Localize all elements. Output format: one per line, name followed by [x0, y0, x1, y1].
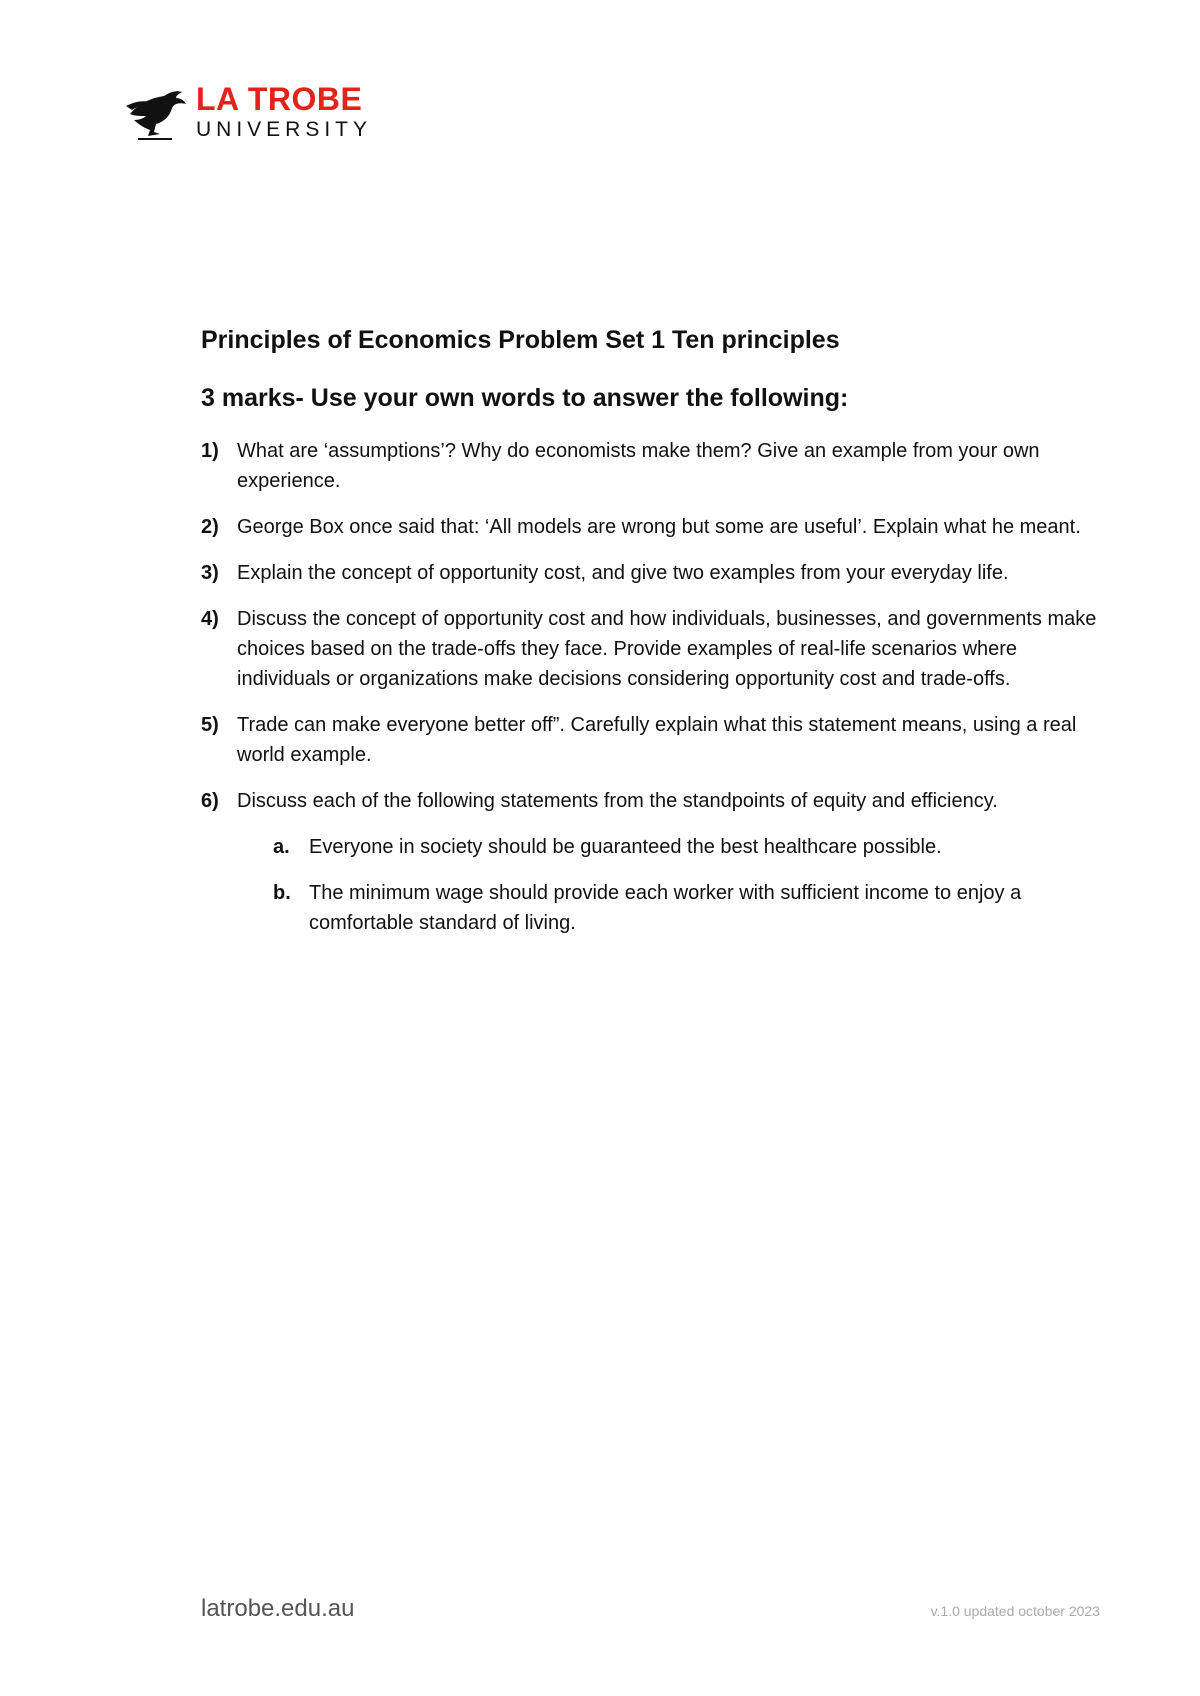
question-item-3 [201, 558, 1101, 588]
sub-question-item-b [273, 878, 1101, 938]
question-item-1 [201, 436, 1101, 496]
question-text: Discuss the concept of opportunity cost and how individuals, businesses, and governments make choices based on the trade-offs they face. Provide examples of real-life scenarios where individuals or organizations make decisions considering opportunity cost and trade-offs. [237, 608, 1097, 690]
sub-question-list [273, 832, 1101, 938]
question-number: 1) [201, 440, 219, 462]
logo-wordmark-line2: UNIVERSITY [196, 118, 373, 141]
question-text: What are ‘assumptions’? Why do economists make them? Give an example from your own experience. [237, 440, 1040, 492]
question-number: 4) [201, 608, 219, 630]
footer-version-note: v.1.0 updated october 2023 [930, 1603, 1100, 1619]
sub-question-letter: a. [273, 836, 290, 858]
question-number: 6) [201, 790, 219, 812]
question-item-5 [201, 710, 1101, 770]
question-item-4 [201, 604, 1101, 694]
eagle-emblem-icon [124, 84, 188, 144]
logo-wordmark-line1: LA TROBE [196, 81, 363, 117]
sub-question-letter: b. [273, 882, 291, 904]
question-list [201, 436, 1101, 954]
question-number: 3) [201, 562, 219, 584]
footer-website-link[interactable]: latrobe.edu.au [201, 1595, 355, 1622]
sub-question-text: The minimum wage should provide each worker with sufficient income to enjoy a comfortable standard of living. [309, 882, 1022, 934]
university-logo [124, 78, 394, 148]
question-number: 2) [201, 516, 219, 538]
document-subtitle: 3 marks- Use your own words to answer the following: [201, 384, 849, 412]
sub-question-text: Everyone in society should be guaranteed the best healthcare possible. [309, 836, 942, 858]
question-number: 5) [201, 714, 219, 736]
question-text: Explain the concept of opportunity cost, and give two examples from your everyday life. [237, 562, 1009, 584]
document-title: Principles of Economics Problem Set 1 Ten principles [201, 326, 840, 354]
sub-question-item-a [273, 832, 1101, 862]
question-text: Trade can make everyone better off”. Carefully explain what this statement means, using a real world example. [237, 714, 1077, 766]
question-item-2 [201, 512, 1101, 542]
question-text: George Box once said that: ‘All models are wrong but some are useful’. Explain what he meant. [237, 516, 1081, 538]
question-item-6 [201, 786, 1101, 938]
question-text: Discuss each of the following statements from the standpoints of equity and efficiency. [237, 790, 998, 812]
